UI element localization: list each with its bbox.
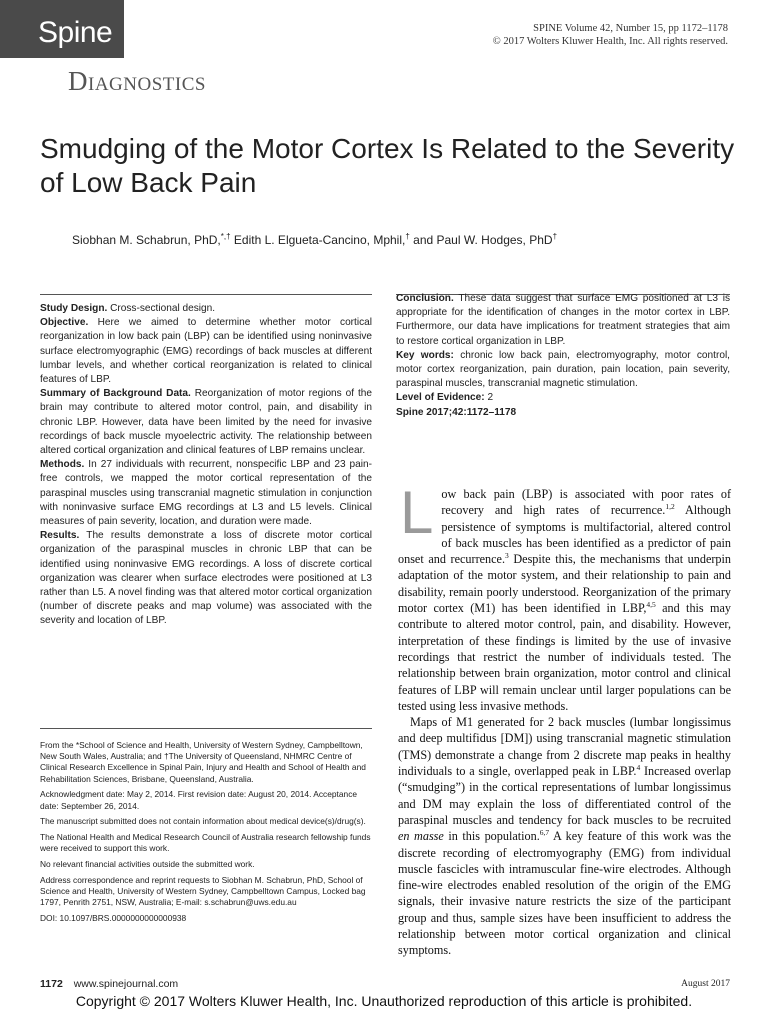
abstract-heading: Conclusion. bbox=[396, 293, 454, 304]
citation-ref: 4,5 bbox=[646, 600, 656, 610]
footnote-correspondence: Address correspondence and reprint requests to Siobhan M. Schabrun, PhD, School of Science and Health, University of Western Sydney, Campbelltown Campus, Locked bag 1797, Penrith 2751, NSW, Australia; E-mail: s.schabrun@uws.edu.au bbox=[40, 875, 366, 908]
footnote-dates: Acknowledgment date: May 2, 2014. First revision date: August 20, 2014. Acceptance date: September 26, 2014. bbox=[40, 789, 358, 811]
page-footer bbox=[40, 978, 730, 990]
abstract-text: Cross-sectional design. bbox=[110, 303, 216, 314]
abstract-divider-left bbox=[40, 294, 372, 295]
footnote-funding: The National Health and Medical Research Council of Australia research fellowship funds were received to support this work. bbox=[40, 832, 371, 854]
body-text-run: Increased overlap (“smudging”) in the cortical representations of lumbar longissimus and DM may explain the loss of differentiated control of the paraspinal muscles and tendency for back muscles to be recruited bbox=[398, 764, 732, 827]
abstract-citation bbox=[396, 406, 730, 420]
abstract-text: These data suggest that surface EMG positioned at L3 is appropriate for the identification of changes in the motor cortex in LBP. Furthermore, our data have implications for treatment strategies that aim to restore cortical organization in LBP. bbox=[396, 293, 730, 347]
abstract-text: chronic low back pain, electromyography, motor control, motor cortex reorganization, pain duration, pain location, pain severity, paraspinal muscles, transcranial magnetic stimulation. bbox=[396, 349, 730, 390]
footnote-doi: DOI: 10.1097/BRS.0000000000000938 bbox=[40, 913, 187, 924]
abstract-left-column bbox=[40, 302, 372, 629]
issue-date: August 2017 bbox=[681, 979, 730, 989]
article-title: Smudging of the Motor Cortex Is Related to the Severity of Low Back Pain bbox=[40, 133, 735, 198]
abstract-heading: Study Design. bbox=[40, 303, 108, 314]
abstract-conclusion bbox=[396, 292, 730, 349]
body-text-run: Despite this, the mechanisms that underpin adaptation of the motor system, and their relationship to pain and disability, remain poorly understood. Reorganization of the primary motor cortex (M1) has been identified in LBP, bbox=[398, 552, 732, 616]
abstract-heading: Methods. bbox=[40, 459, 85, 471]
abstract-text: Here we aimed to determine whether motor cortical reorganization in low back pain (LBP) can be identified using noninvasive surface electromyographic (EMG) recordings of back muscles at different lumbar levels, and whether cortical reorganization is related to clinical features of LBP. bbox=[40, 317, 372, 386]
drop-cap: L bbox=[400, 479, 434, 546]
citation-ref: 3 bbox=[505, 551, 509, 561]
abstract-objective bbox=[40, 316, 372, 387]
journal-website-link[interactable]: www.spinejournal.com bbox=[73, 978, 179, 990]
abstract-methods bbox=[40, 458, 372, 529]
abstract-study-design bbox=[40, 302, 372, 316]
page-number: 1172 bbox=[40, 978, 63, 990]
abstract-level-of-evidence bbox=[396, 391, 730, 405]
author-list bbox=[72, 232, 557, 247]
abstract-text: 2 bbox=[487, 392, 494, 404]
body-text-run: Maps of M1 generated for 2 back muscles (lumbar longissimus and deep multifidus [DM]) using transcranial magnetic stimulation (TMS) demonstrate a change from 2 discrete map peaks in healthy individuals to a single, overlapped peak in LBP. bbox=[398, 715, 731, 779]
abstract-text: Reorganization of motor regions of the brain may contribute to altered motor control, pain, and disability in chronic LBP. However, data have been limited by the need for invasive recordings of back muscle myoelectric activity. The relationship between altered cortical organization and clinical features of LBP remains unclear. bbox=[40, 388, 372, 457]
body-text-run: Although persistence of symptoms is multifactorial, altered control of back muscles has been identified as a predictor of pain onset and recurrence. bbox=[398, 503, 731, 567]
section-label: Diagnostics bbox=[68, 66, 206, 96]
abstract-heading: Key words: bbox=[396, 349, 454, 361]
italic-term: en masse bbox=[398, 829, 444, 844]
abstract-results bbox=[40, 529, 372, 628]
affiliation-mark: *,† bbox=[220, 232, 231, 241]
footnotes bbox=[40, 740, 372, 929]
footnote-device-statement: The manuscript submitted does not contain information about medical device(s)/drug(s). bbox=[40, 816, 366, 827]
author-name: Siobhan M. Schabrun, PhD, bbox=[72, 233, 221, 247]
affiliation-mark: † bbox=[552, 232, 558, 241]
footnote-financial: No relevant financial activities outside the submitted work. bbox=[40, 859, 255, 870]
abstract-right-column bbox=[396, 292, 730, 420]
footnote-divider bbox=[40, 728, 372, 729]
abstract-heading: Results. bbox=[40, 530, 80, 542]
citation-line: Spine 2017;42:1172–1178 bbox=[396, 406, 517, 418]
copyright-line: © 2017 Wolters Kluwer Health, Inc. All rights reserved. bbox=[492, 36, 728, 47]
citation-ref: 4 bbox=[636, 762, 641, 772]
body-paragraph bbox=[398, 479, 732, 714]
author-name: Edith L. Elgueta-Cancino, Mphil, bbox=[233, 233, 406, 247]
footnote-affiliations: From the *School of Science and Health, University of Western Sydney, Campbelltown, New South Wales, Australia; and †The University of Queensland, NHMRC Centre of Clinical Research Excellence in Spinal Pain, Injury and Health and School of Health and Rehabilitation Sciences, Brisbane, Queensland, Australia. bbox=[40, 740, 366, 784]
body-text-run: A key feature of this work was the discrete recording of electromyography (EMG) from individual muscle fascicles with intramuscular fine-wire electrodes. Although fine-wire electrodes enabled resolution of the origin of the EMG signals, their invasive nature restricts the size of the participant group and thus, sample sizes have been insufficient to address the relationship between motor cortical organization and clinical symptoms. bbox=[398, 829, 732, 958]
citation-ref: 1,2 bbox=[665, 502, 675, 512]
abstract-heading: Objective. bbox=[40, 317, 89, 329]
article-body bbox=[398, 479, 732, 959]
author-name: and Paul W. Hodges, PhD bbox=[413, 233, 553, 247]
body-paragraph bbox=[398, 714, 731, 958]
body-text-run: in this population. bbox=[443, 829, 540, 844]
abstract-background bbox=[40, 387, 372, 458]
body-text-run: and this may contribute to altered motor control, pain, and disability. However, interpretation of these findings is limited by the use of invasive recordings that restrict the number of individuals tested. The relationship between brain organization, motor control and clinical features of LBP will remain unclear until larger populations can be tested using less invasive methods. bbox=[398, 601, 731, 713]
abstract-heading: Level of Evidence: bbox=[396, 392, 485, 404]
affiliation-mark: † bbox=[405, 232, 410, 241]
volume-line: SPINE Volume 42, Number 15, pp 1172–1178 bbox=[533, 23, 728, 34]
copyright-notice: Copyright © 2017 Wolters Kluwer Health, Inc. Unauthorized reproduction of this article is prohibited. bbox=[75, 993, 693, 1009]
journal-logo: Spine bbox=[0, 0, 124, 58]
abstract-text: In 27 individuals with recurrent, nonspecific LBP and 23 pain-free controls, we mapped the motor cortical representation of the paraspinal muscles using transcranial magnetic stimulation in conjunction with noninvasive surface EMG recordings at L3 and L5 levels. Clinical measures of pain severity, location, and duration were made. bbox=[40, 459, 372, 528]
abstract-key-words bbox=[396, 349, 730, 392]
citation-ref: 6,7 bbox=[539, 828, 550, 838]
abstract-text: The results demonstrate a loss of discrete motor cortical organization of the paraspinal muscles in chronic LBP that can be identified using noninvasive EMG recordings. A loss of discrete cortical organization was clearer when surface electrodes were positioned at L3 rather than L5. A novel finding was that altered motor cortical organization (number of discrete peaks and map volume) was associated with the severity and location of LBP. bbox=[40, 530, 373, 627]
abstract-heading: Summary of Background Data. bbox=[40, 388, 191, 400]
journal-meta bbox=[493, 22, 728, 48]
body-text-run: ow back pain (LBP) is associated with poor rates of recovery and high rates of recurrence. bbox=[441, 487, 731, 518]
